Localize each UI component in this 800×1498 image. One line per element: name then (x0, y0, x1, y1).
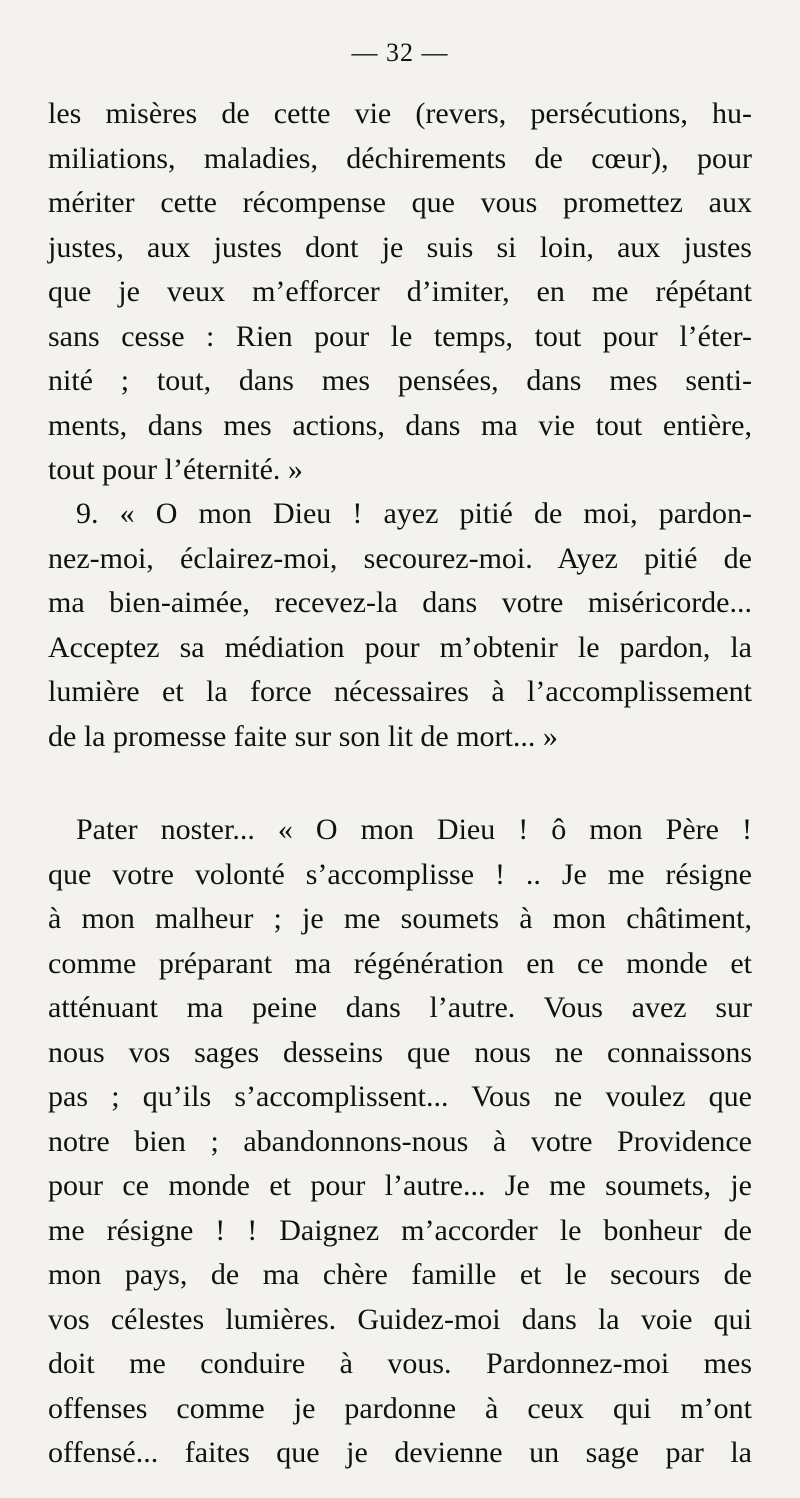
text-line: nez-moi, éclairez-moi, secourez-moi. Ayez pitié de (48, 541, 752, 575)
text-line: pour ce monde et pour l’autre... Je me soumets, je (48, 1169, 752, 1202)
paragraph-2 (48, 492, 752, 759)
page-number: — 32 — (351, 38, 449, 67)
text-line: atténuant ma peine dans l’autre. Vous avez sur (48, 991, 752, 1024)
text-line: notre bien ; abandonnons-nous à votre Providence (48, 1124, 752, 1158)
text-line: Pater noster... « O mon Dieu ! ô mon Père ! (76, 813, 752, 846)
text-line: que je veux m’efforcer d’imiter, en me répétant (48, 275, 752, 308)
text-line: à mon malheur ; je me soumets à mon châtiment, (48, 902, 752, 935)
text-line: nous vos sages desseins que nous ne connaissons (48, 1035, 752, 1069)
text-line: les misères de cette vie (revers, persécutions, hu- (48, 97, 752, 130)
text-line: mériter cette récompense que vous promettez aux (48, 186, 752, 219)
text-line: miliations, maladies, déchirements de cœur), pour (48, 141, 752, 175)
text-line: comme préparant ma régénération en ce monde et (48, 946, 752, 980)
text-line: que votre volonté s’accomplisse ! .. Je me résigne (48, 857, 752, 891)
paragraph-3 (48, 808, 752, 1476)
text-line: me résigne ! ! Daignez m’accorder le bonheur de (48, 1213, 752, 1247)
text-line: mon pays, de ma chère famille et le secours de (48, 1258, 752, 1291)
text-line: de la promesse faite sur son lit de mort... » (48, 719, 558, 753)
text-line: lumière et la force nécessaires à l’accomplissement (48, 675, 752, 708)
text-line: justes, aux justes dont je suis si loin, aux justes (48, 230, 752, 264)
text-line: pas ; qu’ils s’accomplissent... Vous ne voulez que (48, 1080, 752, 1113)
text-line: sans cesse : Rien pour le temps, tout pour l’éter- (48, 319, 752, 353)
text-line: doit me conduire à vous. Pardonnez-moi mes (48, 1347, 752, 1380)
paragraph-1 (48, 92, 752, 493)
text-line: Acceptez sa médiation pour m’obtenir le pardon, la (48, 630, 752, 664)
text-line: tout pour l’éternité. » (48, 453, 303, 486)
text-line: nité ; tout, dans mes pensées, dans mes senti- (48, 364, 752, 397)
text-line: offenses comme je pardonne à ceux qui m’ont (48, 1391, 752, 1425)
text-line: 9. « O mon Dieu ! ayez pitié de moi, pardon- (76, 497, 752, 530)
text-line: offensé... faites que je devienne un sage par la (48, 1436, 752, 1469)
text-line: ments, dans mes actions, dans ma vie tout entière, (48, 408, 752, 442)
text-line: ma bien-aimée, recevez-la dans votre miséricorde... (48, 586, 752, 619)
text-line: vos célestes lumières. Guidez-moi dans la voie qui (48, 1302, 752, 1336)
